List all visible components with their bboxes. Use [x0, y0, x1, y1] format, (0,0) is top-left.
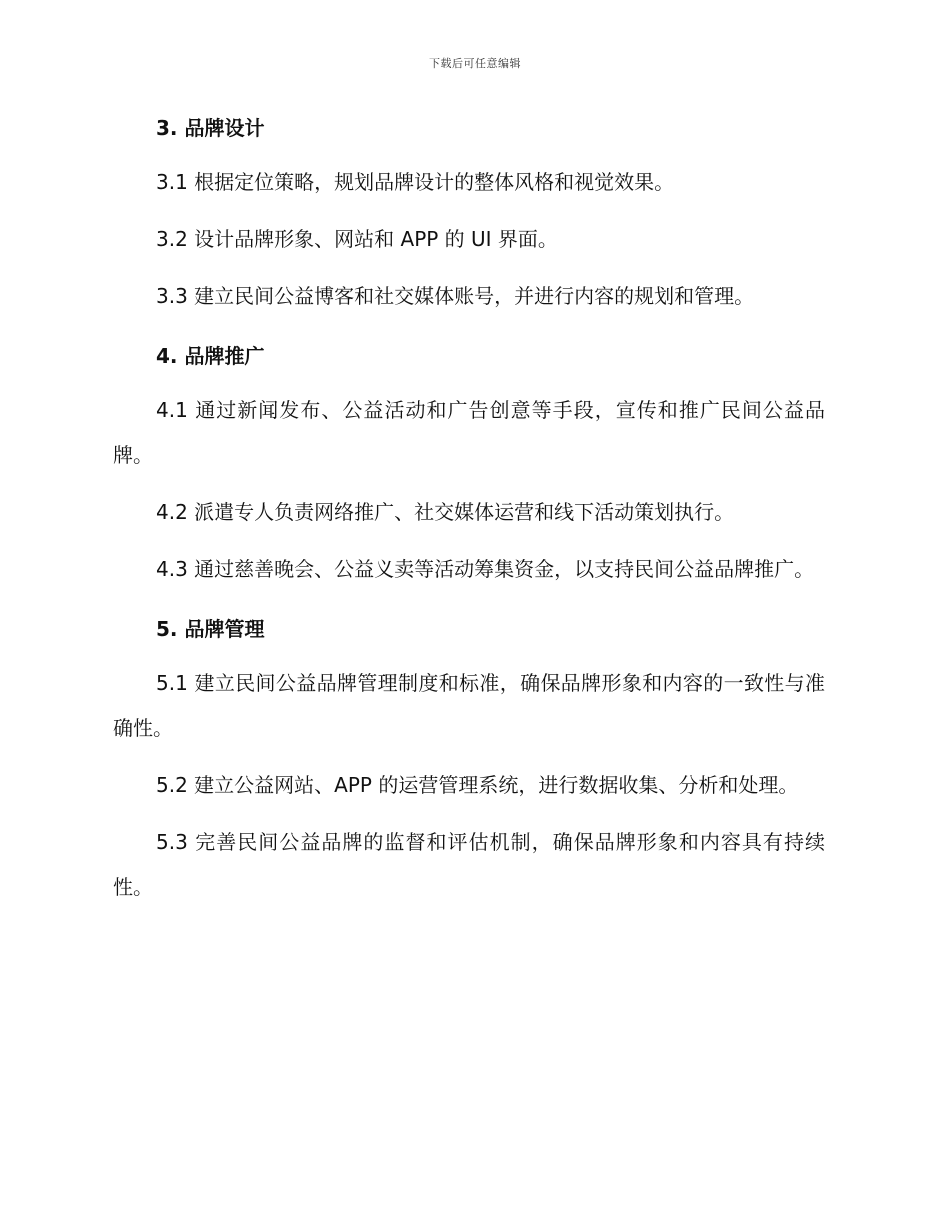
- section-heading: 4. 品牌推广: [156, 344, 265, 368]
- paragraph: 4.3 通过慈善晚会、公益义卖等活动筹集资金，以支持民间公益品牌推广。: [156, 557, 815, 581]
- paragraph: 4.2 派遣专人负责网络推广、社交媒体运营和线下活动策划执行。: [156, 500, 735, 524]
- paragraph: 5.1 建立民间公益品牌管理制度和标准，确保品牌形象和内容的一致性与准确性。: [113, 671, 825, 740]
- section-brand-design: [113, 103, 825, 331]
- paragraph: 4.1 通过新闻发布、公益活动和广告创意等手段，宣传和推广民间公益品牌。: [113, 398, 825, 467]
- paragraph: 3.1 根据定位策略，规划品牌设计的整体风格和视觉效果。: [156, 170, 675, 194]
- section-heading: 3. 品牌设计: [156, 116, 265, 140]
- section-brand-promotion: [113, 331, 825, 604]
- paragraph: 3.2 设计品牌形象、网站和 APP 的 UI 界面。: [156, 227, 558, 251]
- paragraph: 5.3 完善民间公益品牌的监督和评估机制，确保品牌形象和内容具有持续性。: [113, 830, 825, 899]
- document-body: [113, 103, 825, 922]
- section-heading: 5. 品牌管理: [156, 617, 265, 641]
- paragraph: 5.2 建立公益网站、APP 的运营管理系统，进行数据收集、分析和处理。: [156, 773, 799, 797]
- section-brand-management: [113, 604, 825, 922]
- header-note: 下载后可任意编辑: [429, 57, 521, 70]
- paragraph: 3.3 建立民间公益博客和社交媒体账号，并进行内容的规划和管理。: [156, 284, 755, 308]
